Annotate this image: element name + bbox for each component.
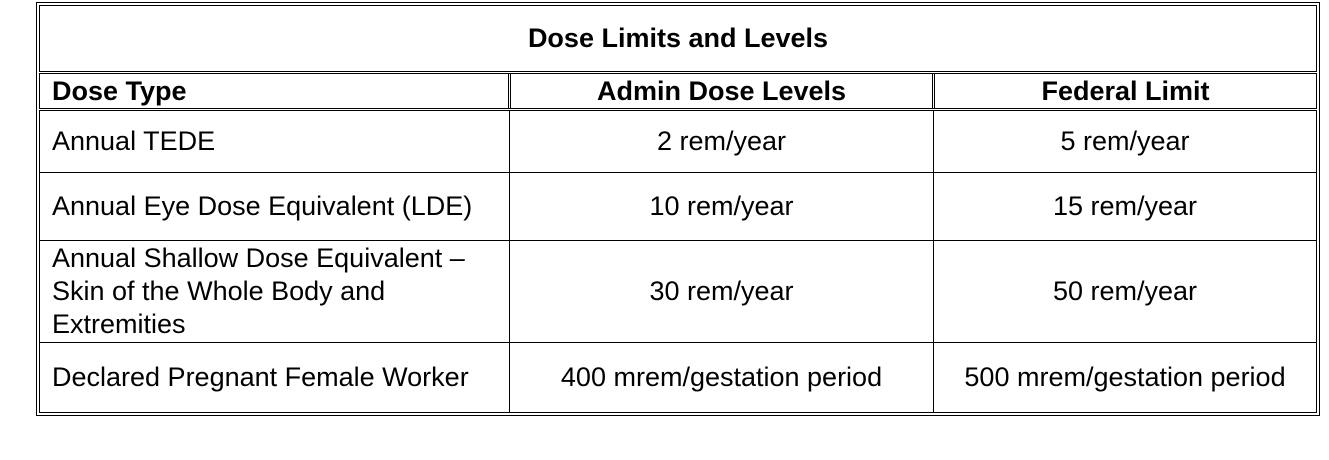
dose-table-frame — [36, 2, 1320, 416]
federal-limit-cell: 15 rem/year — [934, 173, 1317, 241]
federal-limit-cell: 50 rem/year — [934, 240, 1317, 342]
dose-limits-table — [39, 5, 1317, 413]
table-row — [40, 240, 1317, 342]
table-row — [40, 343, 1317, 413]
dose-type-cell: Annual Eye Dose Equivalent (LDE) — [40, 173, 510, 241]
admin-dose-cell: 10 rem/year — [510, 173, 934, 241]
dose-type-cell: Declared Pregnant Female Worker — [40, 343, 510, 413]
admin-dose-cell: 30 rem/year — [510, 240, 934, 342]
header-dose-type: Dose Type — [40, 72, 510, 109]
table-row — [40, 110, 1317, 173]
federal-limit-cell: 5 rem/year — [934, 110, 1317, 173]
header-admin-dose-levels: Admin Dose Levels — [510, 72, 934, 109]
table-row — [40, 173, 1317, 241]
header-federal-limit: Federal Limit — [934, 72, 1317, 109]
dose-type-cell: Annual Shallow Dose Equivalent – Skin of the Whole Body and Extremities — [40, 240, 510, 342]
admin-dose-cell: 2 rem/year — [510, 110, 934, 173]
dose-type-cell: Annual TEDE — [40, 110, 510, 173]
admin-dose-cell: 400 mrem/gestation period — [510, 343, 934, 413]
federal-limit-cell: 500 mrem/gestation period — [934, 343, 1317, 413]
table-title: Dose Limits and Levels — [40, 6, 1317, 73]
